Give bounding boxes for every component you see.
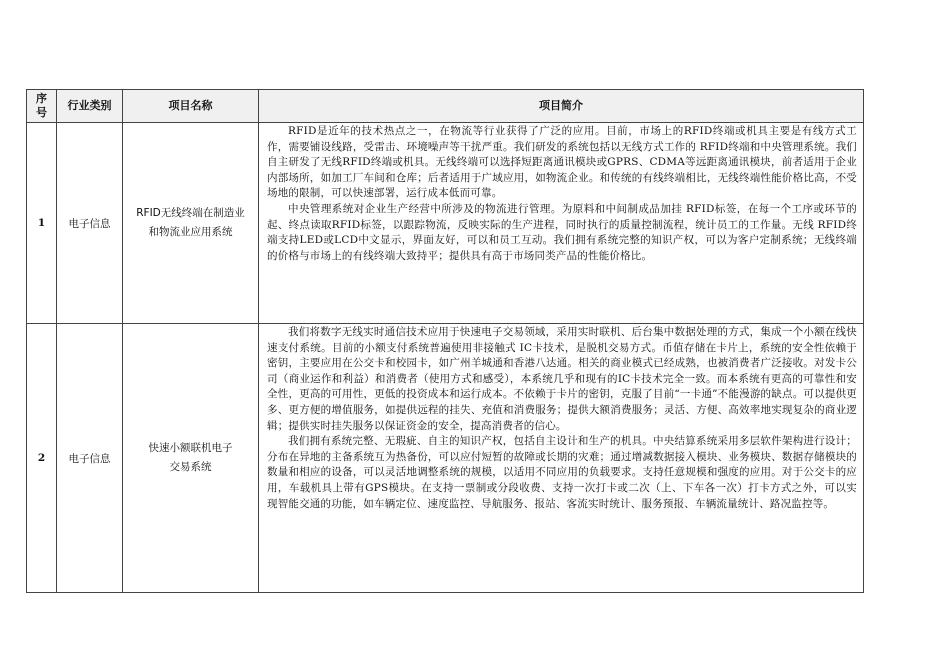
project-name-line: RFID无线终端在制造业 [136, 207, 245, 219]
header-project-name: 项目名称 [123, 90, 259, 123]
header-row [27, 90, 864, 123]
row-seq: 2 [27, 324, 57, 593]
description-paragraph: 我们拥有系统完整、无瑕疵、自主的知识产权，包括自主设计和生产的机具。中央结算系统采用多层软件架构进行设计；分布在异地的主备系统互为热备份，可以应付短暂的故障或长期的灾难；通过增减数据接入模块、业务模块、数据存储模块的数量和相应的设备，可以灵活地调整系统的规模，以适用不同应用的负载要求。支持任意规模和强度的应用。对于公交卡的应用，车载机具上带有GPS模块。在支持一票制或分段收费、支持一次打卡或二次（上、下车各一次）打卡方式之外，可以实现智能交通的功能，如车辆定位、速度监控、导航服务、报站、客流实时统计、服务预报、车辆流量统计、路况监控等。 [267, 435, 857, 510]
project-name-line: 和物流业应用系统 [148, 226, 233, 238]
header-seq-text: 序号 [36, 92, 47, 119]
header-seq [27, 90, 57, 123]
row-category: 电子信息 [57, 324, 123, 593]
description-paragraph: RFID是近年的技术热点之一，在物流等行业获得了广泛的应用。目前，市场上的RFID终端或机具主要是有线方式工作，需要铺设线路，受雷击、环境噪声等干扰严重。我们研发的系统包括以无线方式工作的 RFID终端和中央管理系统。我们自主研发了无线RFID终端或机具。无线终端可以选择短距离通讯模块或GPRS、CDMA等远距离通讯模块，前者适用于企业内部场所，如加工厂车间和仓库；后者适用于广域应用，如物流企业。和传统的有线终端相比，无线终端性能价格比高，不受场地的限制，可以快速部署，运行成本低而可靠。 [267, 125, 857, 200]
project-table [26, 89, 864, 593]
row-project-name [123, 324, 259, 593]
description-paragraph: 中央管理系统对企业生产经营中所涉及的物流进行管理。为原料和中间制成品加挂 RFID标签，在每一个工序或环节的起、终点读取RFID标签，以跟踪物流，反映实际的生产进程，同时执行的质量控制流程，统计员工的工作量。无线 RFID终端支持LED或LCD中文显示，界面友好，可以和员工互动。我们拥有系统完整的知识产权，可以为客户定制系统；无线终端的价格与市场上的有线终端大致持平；提供具有高于市场同类产品的性能价格比。 [267, 202, 857, 262]
project-name-line: 交易系统 [169, 461, 212, 473]
row-description [259, 123, 864, 324]
row-description [259, 324, 864, 593]
row-category: 电子信息 [57, 123, 123, 324]
row-seq: 1 [27, 123, 57, 324]
table-row [27, 324, 864, 593]
header-description: 项目简介 [259, 90, 864, 123]
row-project-name [123, 123, 259, 324]
description-paragraph: 我们将数字无线实时通信技术应用于快速电子交易领域，采用实时联机、后台集中数据处理的方式，集成一个小额在线快速支付系统。目前的小额支付系统普遍使用非接触式 IC卡技术，是脱机交易方式。币值存储在卡片上，系统的安全性依赖于密钥，主要应用在公交卡和校园卡，如广州羊城通和香港八达通。相关的商业模式已经成熟，也被消费者广泛接收。对发卡公司（商业运作和利益）和消费者（使用方式和感受），本系统几乎和现有的IC卡技术完全一致。而本系统有更高的可靠性和安全性，更高的可用性，更低的投资成本和运行成本。不依赖于卡片的密钥，克服了目前“一卡通”不能漫游的缺点。可以提供更多、更方便的增值服务，如提供远程的挂失、充值和消费服务；提供大额消费服务；灵活、方便、高效率地实现复杂的商业逻辑；提供实时挂失服务以保证资金的安全，提高消费者的信心。 [267, 326, 857, 432]
header-category: 行业类别 [57, 90, 123, 123]
project-name-line: 快速小额联机电子 [148, 442, 233, 454]
table-row [27, 123, 864, 324]
